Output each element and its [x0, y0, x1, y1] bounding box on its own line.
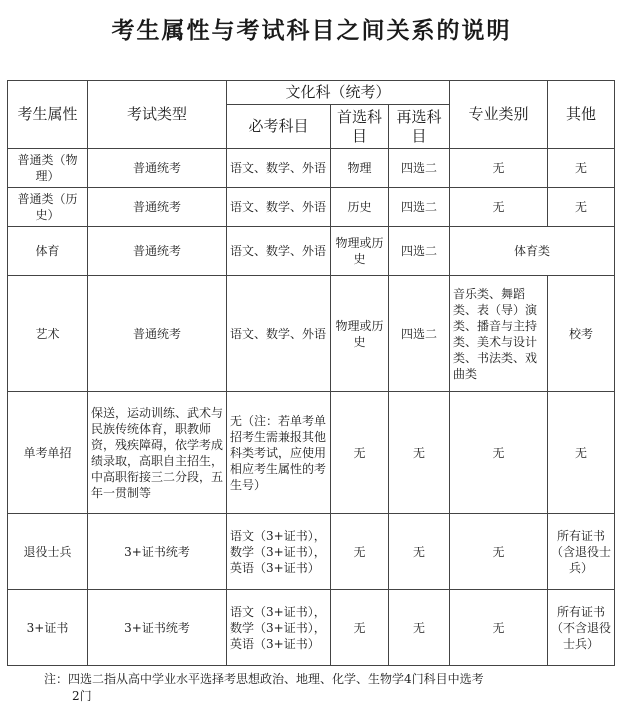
- header-first-choice: 首选科目: [331, 105, 389, 149]
- header-major-category: 专业类别: [450, 81, 548, 149]
- cell-major-category: 无: [450, 514, 548, 590]
- table-row: [8, 392, 615, 514]
- header-other: 其他: [548, 81, 615, 149]
- header-attribute: 考生属性: [8, 81, 88, 149]
- cell-reselect: 四选二: [389, 149, 450, 188]
- cell-required: 无（注：若单考单招考生需兼报其他科类考试，应使用相应考生属性的考生号）: [227, 392, 331, 514]
- table-row: [8, 590, 615, 666]
- cell-major-category: 无: [450, 392, 548, 514]
- header-required: 必考科目: [227, 105, 331, 149]
- cell-first-choice: 无: [331, 392, 389, 514]
- cell-attribute: 体育: [8, 227, 88, 276]
- cell-other: 无: [548, 149, 615, 188]
- cell-exam-type: 普通统考: [88, 188, 227, 227]
- cell-required: 语文（3+证书），数学（3+证书），英语（3+证书）: [227, 514, 331, 590]
- cell-major-category: 体育类: [450, 227, 615, 276]
- cell-first-choice: 历史: [331, 188, 389, 227]
- cell-required: 语文、数学、外语: [227, 188, 331, 227]
- header-exam-type: 考试类型: [88, 81, 227, 149]
- cell-reselect: 四选二: [389, 276, 450, 392]
- cell-reselect: 无: [389, 590, 450, 666]
- cell-reselect: 无: [389, 514, 450, 590]
- cell-major-category: 无: [450, 149, 548, 188]
- cell-other: 所有证书（不含退役士兵）: [548, 590, 615, 666]
- cell-attribute: 单考单招: [8, 392, 88, 514]
- footnote-line: 2门: [72, 689, 92, 703]
- cell-first-choice: 物理或历史: [331, 276, 389, 392]
- cell-exam-type: 3+证书统考: [88, 514, 227, 590]
- cell-major-category: 无: [450, 188, 548, 227]
- table-row: [8, 276, 615, 392]
- cell-attribute: 艺术: [8, 276, 88, 392]
- cell-other: 无: [548, 392, 615, 514]
- cell-first-choice: 无: [331, 514, 389, 590]
- footnote-line: 注：四选二指从高中学业水平选择考思想政治、地理、化学、生物学4门科目中选考: [44, 672, 484, 686]
- cell-exam-type: 普通统考: [88, 276, 227, 392]
- cell-reselect: 无: [389, 392, 450, 514]
- cell-attribute: 退役士兵: [8, 514, 88, 590]
- cell-attribute: 普通类（历史）: [8, 188, 88, 227]
- cell-required: 语文、数学、外语: [227, 276, 331, 392]
- table-row: [8, 188, 615, 227]
- cell-first-choice: 无: [331, 590, 389, 666]
- cell-attribute: 普通类（物理）: [8, 149, 88, 188]
- cell-other: 无: [548, 188, 615, 227]
- cell-reselect: 四选二: [389, 227, 450, 276]
- cell-other: 所有证书（含退役士兵）: [548, 514, 615, 590]
- cell-other: 校考: [548, 276, 615, 392]
- cell-first-choice: 物理或历史: [331, 227, 389, 276]
- cell-exam-type: 普通统考: [88, 227, 227, 276]
- cell-required: 语文、数学、外语: [227, 149, 331, 188]
- cell-exam-type: 3+证书统考: [88, 590, 227, 666]
- footnote: [44, 671, 604, 705]
- cell-required: 语文（3+证书），数学（3+证书），英语（3+证书）: [227, 590, 331, 666]
- table-row: [8, 514, 615, 590]
- cell-reselect: 四选二: [389, 188, 450, 227]
- table-row: [8, 149, 615, 188]
- page-title: 考生属性与考试科目之间关系的说明: [111, 17, 512, 44]
- cell-required: 语文、数学、外语: [227, 227, 331, 276]
- cell-major-category: 无: [450, 590, 548, 666]
- subject-relation-table: [7, 80, 615, 666]
- cell-exam-type: 保送，运动训练、武术与民族传统体育，职教师资，残疾障碍，依学考成绩录取，高职自主招生，中高职衔接三二分段，五年一贯制等: [88, 392, 227, 514]
- cell-attribute: 3+证书: [8, 590, 88, 666]
- cell-exam-type: 普通统考: [88, 149, 227, 188]
- table-row: [8, 227, 615, 276]
- header-reselect: 再选科目: [389, 105, 450, 149]
- header-culture-group: 文化科（统考）: [227, 81, 450, 105]
- cell-major-category: 音乐类、舞蹈类、表（导）演类、播音与主持类、美术与设计类、书法类、戏曲类: [450, 276, 548, 392]
- cell-first-choice: 物理: [331, 149, 389, 188]
